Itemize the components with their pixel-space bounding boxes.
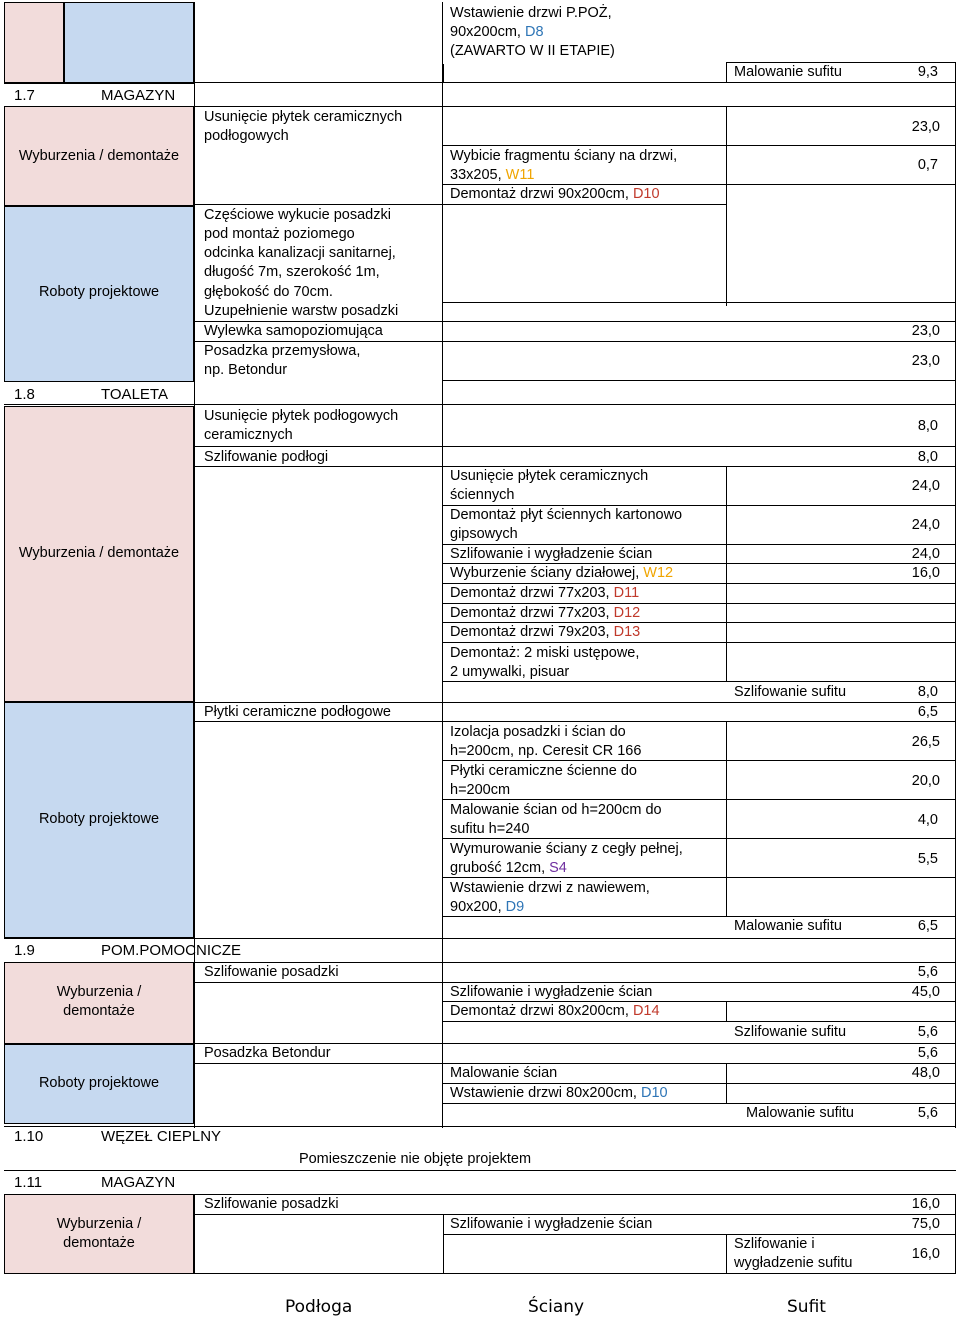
top-ceiling-value: 9,3 xyxy=(917,64,938,80)
s18-w2-a: Demontaż płyt ściennych kartonowo xyxy=(450,507,683,523)
s18-c1-value: 8,0 xyxy=(917,684,938,700)
s111-c1-b: wygładzenie sufitu xyxy=(734,1255,853,1271)
s18-p2-b: h=200cm xyxy=(450,782,511,798)
s19-w2: Demontaż drzwi 80x200cm, D14 xyxy=(450,1003,660,1019)
s111-c1-a: Szlifowanie i xyxy=(734,1236,815,1252)
section-1-7-name: MAGAZYN xyxy=(101,87,176,104)
section-1-10-number: 1.10 xyxy=(14,1128,44,1145)
section-1-7-number: 1.7 xyxy=(14,87,35,104)
door-code-d10-new: D10 xyxy=(641,1085,668,1101)
footer-walls-label: Ściany xyxy=(528,1297,585,1317)
s18-w1-b: ściennych xyxy=(450,487,515,503)
s19-w1-value: 45,0 xyxy=(911,984,940,1000)
s18-c2-value: 6,5 xyxy=(917,918,938,934)
s17-wall1-a: Wybicie fragmentu ściany na drzwi, xyxy=(450,148,678,164)
s19-c2-value: 5,6 xyxy=(917,1105,938,1121)
s18-f2-value: 8,0 xyxy=(917,449,938,465)
s18-w8-a: Demontaż: 2 miski ustępowe, xyxy=(450,645,640,661)
s17-floor4-value: 23,0 xyxy=(911,323,940,339)
s111-w1: Szlifowanie i wygładzenie ścian xyxy=(450,1216,653,1232)
s18-w2-b: gipsowych xyxy=(450,526,518,542)
s17-floor5-b: np. Betondur xyxy=(204,362,288,378)
s18-p4-value: 5,5 xyxy=(917,851,938,867)
cat-1-9-demolition-label-b: demontaże xyxy=(63,1003,135,1019)
s18-c2: Malowanie sufitu xyxy=(734,918,842,934)
s18-f1-value: 8,0 xyxy=(917,418,938,434)
s18-c1: Szlifowanie sufitu xyxy=(734,684,847,700)
cat-1-9-demolition-label-a: Wyburzenia / xyxy=(56,984,142,1000)
s17-wall2: Demontaż drzwi 90x200cm, D10 xyxy=(450,186,660,202)
s18-f1-a: Usunięcie płytek podłogowych xyxy=(204,408,399,424)
section-1-11-number: 1.11 xyxy=(14,1174,43,1191)
s18-p5-a: Wstawienie drzwi z nawiewem, xyxy=(450,880,650,896)
s17-floor5-a: Posadzka przemysłowa, xyxy=(204,343,361,359)
s19-w3-value: 48,0 xyxy=(911,1065,940,1081)
s19-w4: Wstawienie drzwi 80x200cm, D10 xyxy=(450,1085,668,1101)
s18-p3-a: Malowanie ścian od h=200cm do xyxy=(450,802,662,818)
section-1-10-name: WĘZEŁ CIEPLNY xyxy=(101,1128,222,1145)
s18-w2-value: 24,0 xyxy=(911,517,940,533)
section-1-9-number: 1.9 xyxy=(14,942,35,959)
top-door-line-b: 90x200cm, D8 xyxy=(450,24,544,40)
wall-code-w12: W12 xyxy=(643,565,674,581)
s19-f2-value: 5,6 xyxy=(917,1045,938,1061)
s17-floor2-d: długość 7m, szerokość 1m, xyxy=(204,264,380,280)
s19-c1-value: 5,6 xyxy=(917,1024,938,1040)
door-code-d8: D8 xyxy=(524,24,544,40)
s19-c1: Szlifowanie sufitu xyxy=(734,1024,847,1040)
cat-1-8-design-label: Roboty projektowe xyxy=(38,811,160,827)
s18-p2-value: 20,0 xyxy=(911,773,940,789)
s18-p4-b: grubość 12cm, S4 xyxy=(450,860,567,876)
s18-p2-a: Płytki ceramiczne ścienne do xyxy=(450,763,637,779)
door-code-d11: D11 xyxy=(613,585,640,601)
cat-1-7-demolition-label: Wyburzenia / demontaże xyxy=(18,148,180,164)
s18-w1-value: 24,0 xyxy=(911,478,940,494)
s17-floor1-a: Usunięcie płytek ceramicznych xyxy=(204,109,403,125)
section-1-8-name: TOALETA xyxy=(101,386,168,403)
door-code-d12: D12 xyxy=(613,605,641,621)
s18-f2: Szlifowanie podłogi xyxy=(204,449,329,465)
s18-p1-b: h=200cm, np. Ceresit CR 166 xyxy=(450,743,642,759)
s17-floor3: Uzupełnienie warstw posadzki xyxy=(204,303,399,319)
wall-code-w11: W11 xyxy=(505,167,535,183)
footer-floor-label: Podłoga xyxy=(285,1297,353,1317)
door-code-d10: D10 xyxy=(632,186,660,202)
s17-floor2-e: głębokość do 70cm. xyxy=(204,284,333,300)
door-code-d9: D9 xyxy=(505,899,525,915)
cat-1-11-demolition-label-a: Wyburzenia / xyxy=(56,1216,142,1232)
s17-wall1-value: 0,7 xyxy=(917,157,938,173)
s17-floor1-b: podłogowych xyxy=(204,128,289,144)
s19-f2: Posadzka Betondur xyxy=(204,1045,331,1061)
s19-f1-value: 5,6 xyxy=(917,964,938,980)
s18-p3-b: sufitu h=240 xyxy=(450,821,530,837)
cat-1-9-design-label: Roboty projektowe xyxy=(38,1075,160,1091)
s18-f1-b: ceramicznych xyxy=(204,427,293,443)
s111-f1-value: 16,0 xyxy=(911,1196,940,1212)
s19-c2: Malowanie sufitu xyxy=(746,1105,854,1121)
top-left-blue xyxy=(64,2,194,84)
s19-w1: Szlifowanie i wygładzenie ścian xyxy=(450,984,653,1000)
s18-p1-a: Izolacja posadzki i ścian do xyxy=(450,724,626,740)
door-code-d13: D13 xyxy=(613,624,641,640)
cat-1-8-demolition-label: Wyburzenia / demontaże xyxy=(18,545,180,561)
s18-w4: Wyburzenie ściany działowej, W12 xyxy=(450,565,674,581)
s18-f3: Płytki ceramiczne podłogowe xyxy=(204,704,391,720)
top-left-pink xyxy=(4,2,64,84)
section-1-8-number: 1.8 xyxy=(14,386,35,403)
s19-f1: Szlifowanie posadzki xyxy=(204,964,339,980)
s18-p5-b: 90x200, D9 xyxy=(450,899,525,915)
cat-1-7-design-label: Roboty projektowe xyxy=(38,284,160,300)
s18-p4-a: Wymurowanie ściany z cegły pełnej, xyxy=(450,841,683,857)
s18-p3-value: 4,0 xyxy=(917,812,938,828)
s18-p1-value: 26,5 xyxy=(911,734,940,750)
s17-floor1-value: 23,0 xyxy=(911,119,940,135)
s17-floor2-a: Częściowe wykucie posadzki xyxy=(204,207,391,223)
s17-wall1-b: 33x205, W11 xyxy=(450,167,535,183)
s111-c1-value: 16,0 xyxy=(911,1246,940,1262)
s18-w3: Szlifowanie i wygładzenie ścian xyxy=(450,546,653,562)
s110-note: Pomieszczenie nie objęte projektem xyxy=(298,1151,532,1167)
footer-ceiling-label: Sufit xyxy=(787,1297,826,1317)
section-1-11-name: MAGAZYN xyxy=(101,1174,176,1191)
cat-1-11-demolition-label-b: demontaże xyxy=(63,1235,135,1251)
s18-w5: Demontaż drzwi 77x203, D11 xyxy=(450,585,640,601)
top-door-line-a: Wstawienie drzwi P.POŻ, xyxy=(450,5,612,21)
s17-floor4: Wylewka samopoziomująca xyxy=(204,323,383,339)
s18-w1-a: Usunięcie płytek ceramicznych xyxy=(450,468,649,484)
s18-w6: Demontaż drzwi 77x203, D12 xyxy=(450,605,641,621)
door-code-d14: D14 xyxy=(632,1003,660,1019)
s17-floor2-b: pod montaż poziomego xyxy=(204,226,355,242)
s17-floor2-c: odcinka kanalizacji sanitarnej, xyxy=(204,245,396,261)
top-door-line-c: (ZAWARTO W II ETAPIE) xyxy=(450,43,615,59)
s18-w3-value: 24,0 xyxy=(911,546,940,562)
s18-w4-value: 16,0 xyxy=(911,565,940,581)
section-1-9-name: POM.POMOCNICZE xyxy=(101,942,242,959)
s111-w1-value: 75,0 xyxy=(911,1216,940,1232)
wall-code-s4: S4 xyxy=(549,860,567,876)
s18-w7: Demontaż drzwi 79x203, D13 xyxy=(450,624,641,640)
s17-floor5-value: 23,0 xyxy=(911,353,940,369)
s18-f3-value: 6,5 xyxy=(917,704,938,720)
s18-w8-b: 2 umywalki, pisuar xyxy=(450,664,570,680)
s19-w3: Malowanie ścian xyxy=(450,1065,558,1081)
top-ceiling-label: Malowanie sufitu xyxy=(734,64,842,80)
s111-f1: Szlifowanie posadzki xyxy=(204,1196,339,1212)
